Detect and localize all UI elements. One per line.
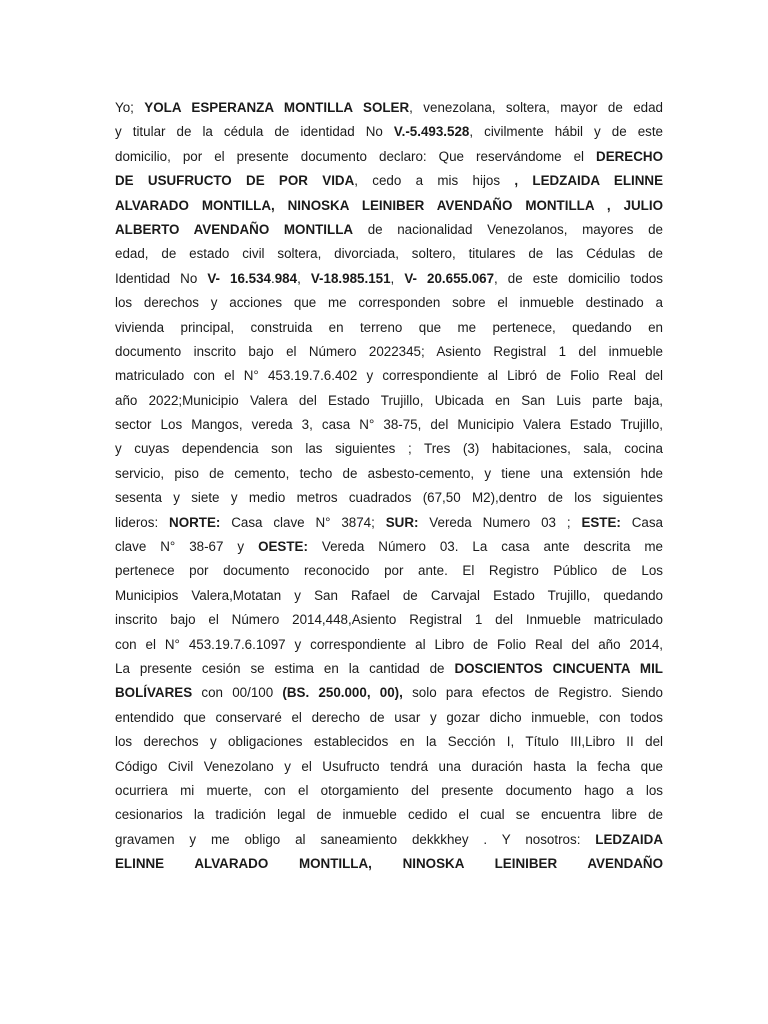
text-run: La presente cesión se estima en la cantidad de bbox=[115, 660, 455, 676]
document-line bbox=[115, 242, 663, 266]
text-run: año 2022;Municipio Valera del Estado Trujillo, Ubicada en San Luis parte baja, bbox=[115, 392, 663, 408]
text-run: con 00/100 bbox=[192, 685, 283, 701]
text-run: Municipios Valera,Motatan y San Rafael de Carvajal Estado Trujillo, quedando bbox=[115, 587, 663, 603]
text-run: documento inscrito bajo el Número 2022345; Asiento Registral 1 del inmueble bbox=[115, 343, 663, 359]
document-line bbox=[115, 803, 663, 827]
document-line bbox=[115, 291, 663, 315]
document-line bbox=[115, 657, 663, 681]
bold-text: , LEDZAIDA ELINNE bbox=[514, 173, 663, 189]
bold-text: (BS. 250.000, 00), bbox=[282, 685, 403, 701]
document-line bbox=[115, 169, 663, 193]
text-run: . bbox=[271, 270, 275, 286]
bold-text: V- 16.534 bbox=[207, 270, 271, 286]
text-run: y titular de la cédula de identidad No bbox=[115, 124, 394, 140]
text-run: entendido que conservaré el derecho de usar y gozar dicho inmueble, con todos bbox=[115, 709, 663, 725]
bold-text: OESTE: bbox=[258, 539, 308, 555]
bold-text: V- 20.655.067 bbox=[404, 270, 495, 286]
document-line bbox=[115, 462, 663, 486]
document-line bbox=[115, 852, 663, 876]
text-run: de nacionalidad Venezolanos, mayores de bbox=[353, 221, 663, 237]
text-run: , bbox=[390, 270, 405, 286]
text-run: clave N° 38-67 y bbox=[115, 539, 259, 555]
bold-text: NORTE: bbox=[169, 514, 221, 530]
bold-text: DERECHO bbox=[596, 148, 663, 164]
document-line bbox=[115, 584, 663, 608]
document-line bbox=[115, 706, 663, 730]
text-run: ocurriera mi muerte, con el otorgamiento del presente documento hago a los bbox=[115, 782, 663, 798]
document-line bbox=[115, 96, 663, 120]
text-run: pertenece por documento reconocido por ante. El Registro Público de Los bbox=[115, 563, 663, 579]
text-run: Vereda Número 03. La casa ante descrita me bbox=[307, 539, 663, 555]
text-run: los derechos y obligaciones establecidos en la Sección I, Título III,Libro II del bbox=[115, 734, 663, 750]
text-run: , de este domicilio todos bbox=[494, 270, 663, 286]
bold-text: ESTE: bbox=[581, 514, 621, 530]
text-run: sector Los Mangos, vereda 3, casa N° 38-75, del Municipio Valera Estado Trujillo, bbox=[115, 417, 663, 433]
bold-text: ALBERTO AVENDAÑO MONTILLA bbox=[115, 221, 354, 237]
bold-text: BOLÍVARES bbox=[115, 685, 193, 701]
document-line bbox=[115, 535, 663, 559]
text-run: inscrito bajo el Número 2014,448,Asiento Registral 1 del Inmueble matriculado bbox=[115, 612, 663, 628]
text-run: servicio, piso de cemento, techo de asbesto-cemento, y tiene una extensión hde bbox=[115, 465, 663, 481]
document-line bbox=[115, 267, 663, 291]
bold-text: SUR: bbox=[385, 514, 419, 530]
bold-text: ALVARADO MONTILLA, NINOSKA LEINIBER AVENDAÑO MONTILLA , JULIO bbox=[115, 197, 663, 213]
bold-text: DE USUFRUCTO DE POR VIDA bbox=[115, 173, 355, 189]
text-run: domicilio, por el presente documento declaro: Que reservándome el bbox=[115, 148, 597, 164]
document-line bbox=[115, 608, 663, 632]
text-run: sesenta y siete y medio metros cuadrados (67,50 M2),dentro de los siguientes bbox=[115, 490, 663, 506]
document-body bbox=[115, 96, 663, 877]
text-run: los derechos y acciones que me corresponden sobre el inmueble destinado a bbox=[115, 295, 663, 311]
text-run: cesionarios la tradición legal de inmueble cedido el cual se encuentra libre de bbox=[115, 807, 663, 823]
text-run: , cedo a mis hijos bbox=[354, 173, 515, 189]
document-line bbox=[115, 730, 663, 754]
document-line bbox=[115, 437, 663, 461]
text-run: , venezolana, soltera, mayor de edad bbox=[409, 100, 663, 115]
bold-text: 984 bbox=[274, 270, 298, 286]
bold-text: YOLA ESPERANZA MONTILLA SOLER bbox=[144, 100, 410, 115]
document-line bbox=[115, 755, 663, 779]
text-run: Código Civil Venezolano y el Usufructo tendrá una duración hasta la fecha que bbox=[115, 758, 663, 774]
bold-text: LEDZAIDA bbox=[595, 831, 663, 847]
bold-text: DOSCIENTOS CINCUENTA MIL bbox=[454, 660, 663, 676]
text-run: matriculado con el N° 453.19.7.6.402 y correspondiente al Libró de Folio Real del bbox=[115, 368, 663, 384]
document-line bbox=[115, 828, 663, 852]
document-line bbox=[115, 364, 663, 388]
document-line bbox=[115, 486, 663, 510]
document-line bbox=[115, 779, 663, 803]
text-run: lideros: bbox=[115, 514, 170, 530]
text-run: edad, de estado civil soltera, divorciada, soltero, titulares de las Cédulas de bbox=[115, 246, 663, 262]
text-run: Vereda Numero 03 ; bbox=[418, 514, 582, 530]
text-run: Identidad No bbox=[115, 270, 208, 286]
document-line bbox=[115, 511, 663, 535]
document-line bbox=[115, 389, 663, 413]
text-run: con el N° 453.19.7.6.1097 y correspondiente al Libro de Folio Real del año 2014, bbox=[115, 636, 663, 652]
text-run: , bbox=[297, 270, 311, 286]
text-run: vivienda principal, construida en terreno que me pertenece, quedando en bbox=[115, 319, 663, 335]
document-line bbox=[115, 218, 663, 242]
text-run: gravamen y me obligo al saneamiento dekkkhey . Y nosotros: bbox=[115, 831, 596, 847]
document-line bbox=[115, 120, 663, 144]
document-line bbox=[115, 559, 663, 583]
text-run: Casa bbox=[620, 514, 663, 530]
document-line bbox=[115, 681, 663, 705]
text-run: , civilmente hábil y de este bbox=[469, 124, 663, 140]
text-run: Casa clave N° 3874; bbox=[220, 514, 386, 530]
document-line bbox=[115, 316, 663, 340]
bold-text: ELINNE ALVARADO MONTILLA, NINOSKA LEINIBER AVENDAÑO bbox=[115, 856, 663, 872]
document-line bbox=[115, 633, 663, 657]
text-run: solo para efectos de Registro. Siendo bbox=[402, 685, 663, 701]
bold-text: V.-5.493.528 bbox=[393, 124, 470, 140]
document-line bbox=[115, 194, 663, 218]
document-line bbox=[115, 340, 663, 364]
document-line bbox=[115, 413, 663, 437]
text-run: Yo; bbox=[115, 100, 145, 115]
text-run: y cuyas dependencia son las siguientes ; Tres (3) habitaciones, sala, cocina bbox=[115, 441, 663, 457]
document-line bbox=[115, 145, 663, 169]
bold-text: V-18.985.151 bbox=[310, 270, 391, 286]
